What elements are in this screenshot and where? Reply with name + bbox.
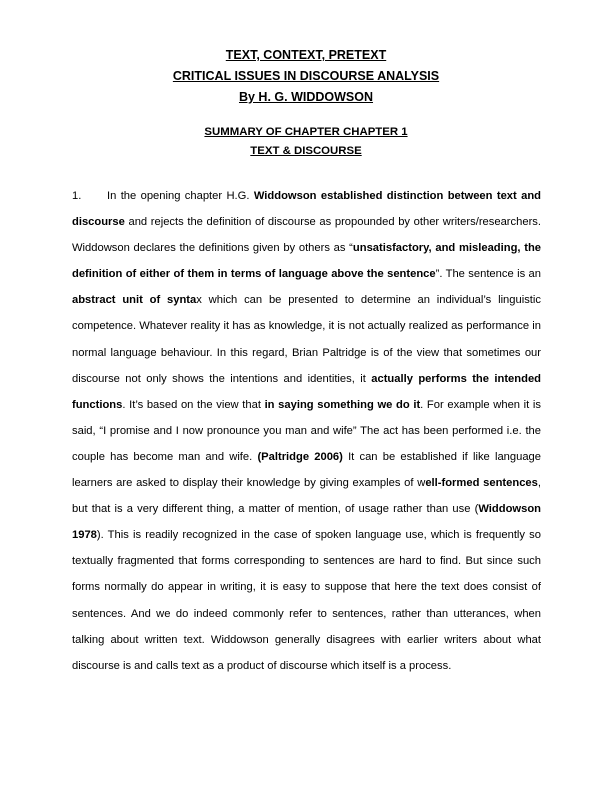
body-emphasis: in saying something we do it (264, 398, 421, 411)
document-subtitle: CRITICAL ISSUES IN DISCOURSE ANALYSIS (172, 69, 440, 83)
body-text: In the opening chapter H.G. (107, 190, 254, 202)
document-title-block (0, 45, 612, 108)
document-title: TEXT, CONTEXT, PRETEXT (225, 48, 387, 62)
citation: (Paltridge 2006) (257, 450, 343, 463)
section-heading: TEXT & DISCOURSE (250, 145, 362, 157)
body-text: and rejects the definition of discourse as propounded by other writers/researchers. Widdowson declares the definitions given by others as “ (72, 216, 541, 255)
body-text: ”. The sentence is an (435, 268, 541, 281)
body-text: , but that is a very different thing, a matter of mention, of usage rather than use ( (72, 477, 541, 516)
body-emphasis: ell-formed sentences (425, 477, 538, 490)
body-emphasis: unsatisfactory, and misleading, the definition of either of them in terms of language above the sentence (72, 242, 541, 281)
paragraph-number: 1. (72, 190, 82, 202)
body-paragraph (72, 183, 541, 679)
body-emphasis: Widdowson established distinction between text and discourse (72, 190, 541, 229)
body-text: x which can be presented to determine an individual’s linguistic competence. Whatever reality it has as knowledge, it is not actually realized as performance in normal language behaviour. In this regard, Brian Paltridge is of the view that sometimes our discourse not only shows the intentions and identities, it (72, 294, 541, 385)
summary-heading: SUMMARY OF CHAPTER CHAPTER 1 (204, 126, 408, 138)
body-text: ). This is readily recognized in the case of spoken language use, which is frequently so textually fragmented that forms corresponding to sentences are hard to find. But since such forms normally do appear in writing, it is easy to suppose that here the text does consist of sentences. And we do indeed commonly refer to sentences, rather than utterances, when talking about written text. Widdowson generally disagrees with earlier writers about what discourse is and calls text as a product of discourse which itself is a process. (72, 529, 541, 672)
body-emphasis: actually performs the intended functions (72, 372, 542, 411)
body-emphasis: abstract unit of synta (72, 294, 197, 307)
summary-heading-block (0, 123, 612, 161)
document-author: By H. G. WIDDOWSON (238, 90, 374, 104)
citation: Widdowson 1978 (72, 503, 541, 542)
body-text: . It’s based on the view that (122, 398, 265, 411)
body-text: It can be established if like language learners are asked to display their knowledge by giving examples of w (72, 450, 541, 490)
body-text: . For example when it is said, “I promise and I now pronounce you man and wife” The act has been performed i.e. the couple has become man and wife. (72, 398, 541, 463)
